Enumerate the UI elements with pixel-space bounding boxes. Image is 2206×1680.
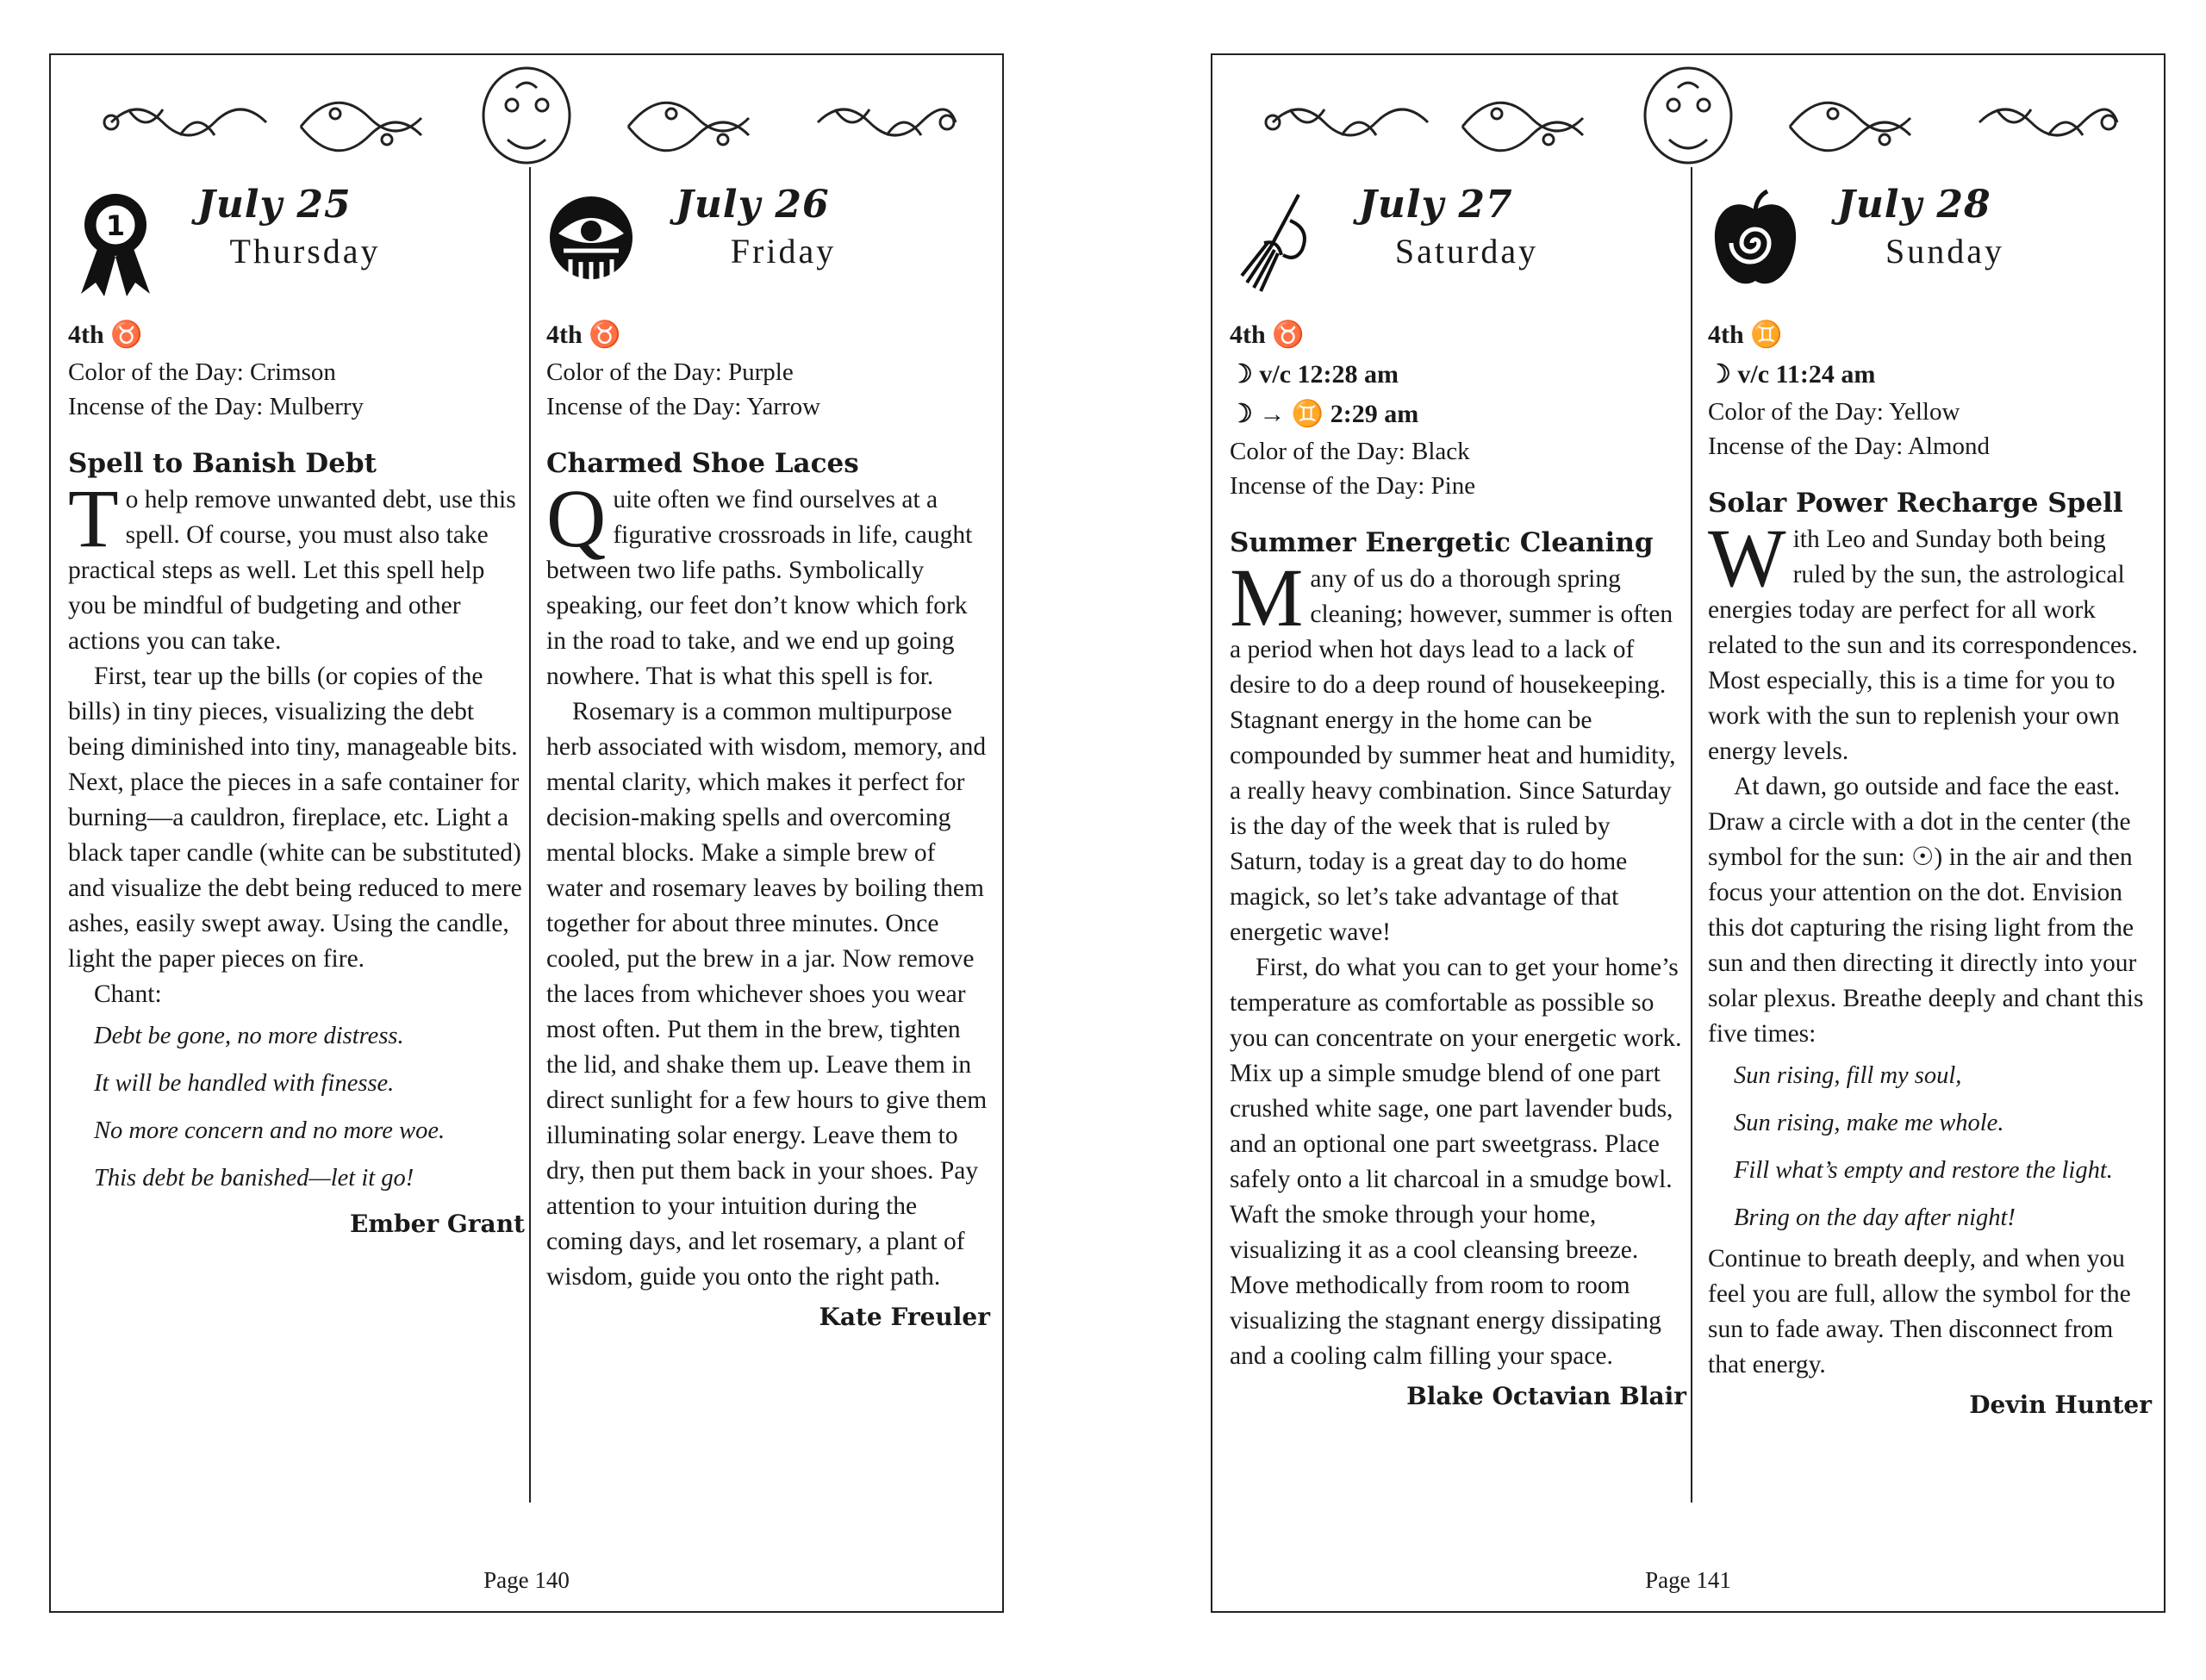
page-number: Page 141	[1645, 1567, 1731, 1593]
color-of-day: Color of the Day: Crimson	[68, 358, 336, 386]
entry-july-28	[1708, 183, 2152, 1424]
drop-cap: M	[1230, 551, 1304, 644]
entry-date: July 27	[1359, 183, 1513, 227]
entry-date: July 25	[197, 183, 352, 227]
eye-of-horus-icon	[546, 186, 641, 298]
verse-line: Debt be gone, no more distress.	[94, 1023, 404, 1049]
verse-line: Bring on the day after night!	[1734, 1204, 2016, 1231]
spell-title: Summer Energetic Cleaning	[1230, 527, 1654, 558]
spell-paragraph: Quite often we find ourselves at a figurative crossroads in life, caught between two life paths. Symbolically speaking, our feet don’t know which fork in the road to take, and we end up going nowhere. That is what this spell is for.	[546, 472, 973, 690]
author-name: Devin Hunter	[1969, 1391, 2152, 1419]
entry-header	[1708, 183, 2152, 315]
verse-line: Sun rising, make me whole.	[1734, 1110, 2004, 1136]
color-of-day: Color of the Day: Yellow	[1708, 398, 1960, 426]
spell-paragraph: Rosemary is a common multipurpose herb associated with wisdom, memory, and mental clarity, which makes it perfect for decision-making spells and overcoming mental blocks. Make a simple brew of water and rosemary leaves by boiling them together for about three minutes. Once cooled, put the brew in a jar. Now remove the laces from whichever shoes you wear most often. Put them in the brew, tighten the lid, and shake them up. Leave them in direct sunlight for a few hours to give them illuminating solar energy. Leave them to dry, then put them back in your shoes. Pay attention to your intuition during the coming days, and let rosemary, a plant of wisdom, guide you onto the right path.	[546, 698, 988, 1291]
ornament-header-icon	[77, 62, 976, 174]
entry-header	[546, 183, 990, 315]
column-divider	[1691, 167, 1692, 1503]
incense-of-day: Incense of the Day: Mulberry	[68, 393, 365, 420]
color-of-day: Color of the Day: Purple	[546, 358, 794, 386]
spell-paragraph: To help remove unwanted debt, use this spell. Of course, you must also take practical steps as well. Let this spell help you be mindful of budgeting and other actions you can take.	[68, 472, 516, 655]
left-page	[49, 53, 1004, 1613]
spell-paragraph: First, do what you can to get your home’s temperature as comfortable as possible so you can concentrate on your energetic work. Mix up a simple smudge blend of one part crushed white sage, one part lavender buds, and an optional one part sweetgrass. Place safely onto a lit charcoal in a smudge bowl. Waft the smoke through your home, visualizing it as a cool cleansing breeze. Move methodically from room to room visualizing the stagnant energy dissipating and a cooling calm filling your space.	[1230, 954, 1682, 1370]
moon-phase: 4th ♉	[546, 320, 621, 349]
entry-header	[1230, 183, 1686, 315]
incense-of-day: Incense of the Day: Yarrow	[546, 393, 821, 420]
entry-july-27	[1230, 183, 1686, 1416]
spell-title: Solar Power Recharge Spell	[1708, 488, 2123, 519]
author-name: Blake Octavian Blair	[1406, 1382, 1686, 1410]
spell-paragraph: At dawn, go outside and face the east. Draw a circle with a dot in the center (the symbol for the sun: ☉) in the air and then focus your attention on the dot. Envision this dot capturing the rising light from the sun and then directing it directly into your solar plexus. Breathe deeply and chant this five times:	[1708, 773, 2144, 1048]
entry-july-25	[68, 183, 525, 1243]
svg-text:1: 1	[105, 209, 126, 242]
author-name: Kate Freuler	[819, 1303, 990, 1331]
entry-header	[68, 183, 525, 315]
ornament-header-icon	[1238, 62, 2138, 174]
entry-weekday: Sunday	[1885, 232, 2004, 271]
verse-line: No more concern and no more woe.	[94, 1117, 446, 1144]
entry-july-26	[546, 183, 990, 1336]
right-page	[1211, 53, 2165, 1613]
page-number: Page 140	[483, 1567, 570, 1593]
spell-paragraph: Continue to breath deeply, and when you feel you are full, allow the symbol for the sun to fade away. Then disconnect from that energy.	[1708, 1245, 2131, 1378]
drop-cap: W	[1708, 512, 1786, 604]
spell-paragraph: Many of us do a thorough spring cleaning; however, summer is often a period when hot days lead to a lack of desire to do a deep round of housekeeping. Stagnant energy in the home can be compounded by summer heat and humidity, a really heavy combination. Since Saturday is the day of the week that is ruled by Saturn, today is a great day to do home magick, so let’s take advantage of that energetic wave!	[1230, 551, 1676, 946]
chant-lead: Chant:	[94, 980, 162, 1008]
spell-title: Charmed Shoe Laces	[546, 448, 859, 479]
entry-date: July 28	[1837, 183, 1991, 227]
verse-line: Sun rising, fill my soul,	[1734, 1062, 1962, 1089]
spell-paragraph: First, tear up the bills (or copies of the bills) in tiny pieces, visualizing the debt being diminished into tiny, manageable bits. Next, place the pieces in a safe container for burning—a cauldron, fireplace, etc. Light a black taper candle (white can be substituted) and visualize the debt being reduced to mere ashes, easily swept away. Using the candle, light the paper pieces on fire.	[68, 663, 522, 973]
color-of-day: Color of the Day: Black	[1230, 438, 1470, 465]
spell-paragraph: With Leo and Sunday both being ruled by the sun, the astrological energies today are perfect for all work related to the sun and its correspondences. Most especially, this is a time for you to work with the sun to replenish your own energy levels.	[1708, 512, 2138, 765]
entry-weekday: Saturday	[1394, 232, 1539, 271]
incense-of-day: Incense of the Day: Pine	[1230, 472, 1476, 500]
moon-phase: 4th ♊	[1708, 320, 1783, 349]
drop-cap: Q	[546, 472, 607, 564]
entry-weekday: Friday	[730, 232, 837, 271]
incense-of-day: Incense of the Day: Almond	[1708, 432, 1990, 460]
moon-phase: 4th ♉	[68, 320, 143, 349]
spell-title: Spell to Banish Debt	[68, 448, 377, 479]
verse-line: It will be handled with finesse.	[94, 1070, 395, 1097]
moon-void-of-course: ☽ v/c 12:28 am	[1230, 360, 1399, 389]
broom-icon	[1230, 186, 1324, 298]
author-name: Ember Grant	[350, 1210, 525, 1238]
column-divider	[529, 167, 531, 1503]
moon-enters-sign: ☽ → ♊ 2:29 am	[1230, 400, 1419, 428]
verse-line: Fill what’s empty and restore the light.	[1734, 1157, 2113, 1184]
award-ribbon-icon	[68, 186, 163, 298]
entry-weekday: Thursday	[229, 232, 381, 271]
moon-phase: 4th ♉	[1230, 320, 1305, 349]
spiral-apple-icon	[1708, 186, 1803, 298]
verse-line: This debt be banished—let it go!	[94, 1165, 414, 1192]
entry-date: July 26	[676, 183, 830, 227]
moon-void-of-course: ☽ v/c 11:24 am	[1708, 360, 1876, 389]
drop-cap: T	[68, 472, 119, 564]
